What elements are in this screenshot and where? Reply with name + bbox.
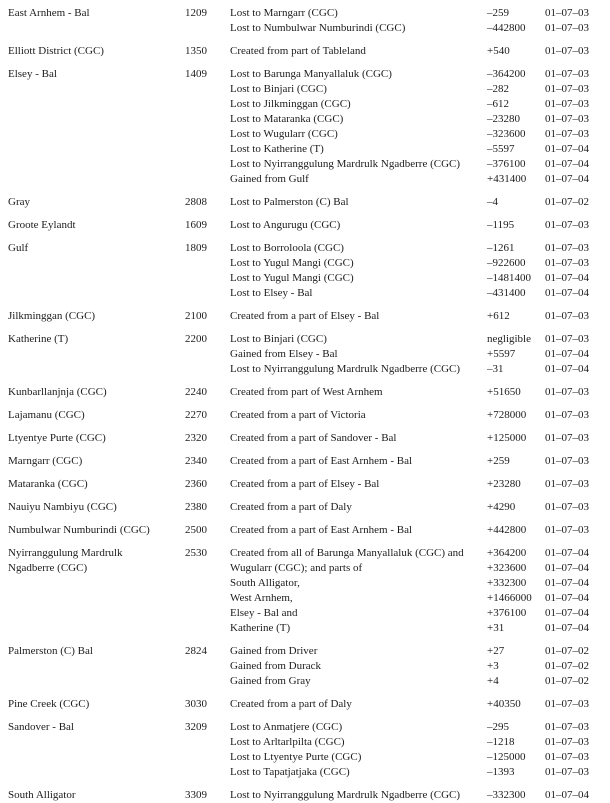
change-description: Katherine (T)	[230, 622, 291, 634]
table-row	[8, 218, 610, 233]
table-row	[8, 6, 610, 36]
change-value: +1466000	[487, 592, 532, 604]
change-date: 01–07–04	[545, 577, 589, 589]
change-date: 01–07–03	[545, 98, 589, 110]
change-value: –282	[487, 83, 509, 95]
change-date: 01–07–04	[545, 287, 589, 299]
entity-code: 2500	[185, 524, 207, 536]
change-value: –259	[487, 7, 509, 19]
change-description: Lost to Tapatjatjaka (CGC)	[230, 766, 350, 778]
change-date: 01–07–03	[545, 219, 589, 231]
entity-name: Elsey - Bal	[8, 68, 57, 80]
change-date: 01–07–03	[545, 766, 589, 778]
change-value: +3	[487, 660, 499, 672]
table-row	[8, 546, 610, 636]
change-date: 01–07–03	[545, 333, 589, 345]
change-line	[230, 21, 610, 36]
change-line	[230, 286, 610, 301]
entity-name: Marngarr (CGC)	[8, 455, 83, 467]
change-date: 01–07–04	[545, 622, 589, 634]
change-description: Lost to Numbulwar Numburindi (CGC)	[230, 22, 406, 34]
table-row	[8, 408, 610, 423]
change-description: Lost to Arltarlpilta (CGC)	[230, 736, 345, 748]
change-value: –323600	[487, 128, 526, 140]
change-description: Lost to Palmerston (C) Bal	[230, 196, 349, 208]
change-line	[230, 765, 610, 780]
change-value: –612	[487, 98, 509, 110]
change-date: 01–07–04	[545, 363, 589, 375]
change-date: 01–07–03	[545, 310, 589, 322]
change-date: 01–07–03	[545, 22, 589, 34]
change-lines	[230, 697, 610, 712]
entity-name: Gray	[8, 196, 30, 208]
change-value: –1481400	[487, 272, 531, 284]
entity-code: 2530	[185, 547, 207, 559]
change-line	[230, 67, 610, 82]
change-value: –1195	[487, 219, 515, 231]
change-description: Created from a part of Victoria	[230, 409, 366, 421]
change-line	[230, 561, 610, 576]
change-description: Lost to Binjari (CGC)	[230, 83, 327, 95]
change-lines	[230, 44, 610, 59]
change-description: Lost to Binjari (CGC)	[230, 333, 327, 345]
table-row	[8, 44, 610, 59]
change-line	[230, 500, 610, 515]
change-value: +125000	[487, 432, 527, 444]
change-lines	[230, 408, 610, 423]
change-date: 01–07–03	[545, 113, 589, 125]
change-date: 01–07–02	[545, 196, 589, 208]
change-date: 01–07–03	[545, 432, 589, 444]
change-value: +540	[487, 45, 510, 57]
entity-name: Mataranka (CGC)	[8, 478, 88, 490]
table-row	[8, 454, 610, 469]
table-row	[8, 431, 610, 446]
change-description: Lost to Wugularr (CGC)	[230, 128, 338, 140]
entity-code: 1350	[185, 45, 207, 57]
change-value: –922600	[487, 257, 526, 269]
change-line	[230, 44, 610, 59]
change-line	[230, 97, 610, 112]
change-description: Created from a part of Sandover - Bal	[230, 432, 397, 444]
change-value: –125000	[487, 751, 526, 763]
change-date: 01–07–03	[545, 736, 589, 748]
entity-code: 2200	[185, 333, 207, 345]
change-value: –5597	[487, 143, 515, 155]
entity-code: 2824	[185, 645, 207, 657]
change-description: Lost to Nyirranggulung Mardrulk Ngadberre (CGC)	[230, 158, 461, 170]
change-line	[230, 385, 610, 400]
change-date: 01–07–04	[545, 158, 589, 170]
entity-name: Nauiyu Nambiyu (CGC)	[8, 501, 117, 513]
change-line	[230, 621, 610, 636]
change-lines	[230, 546, 610, 636]
change-description: Created from a part of Daly	[230, 501, 352, 513]
table-row	[8, 385, 610, 400]
change-value: –1393	[487, 766, 515, 778]
change-value: +259	[487, 455, 510, 467]
change-date: 01–07–03	[545, 83, 589, 95]
change-description: Gained from Durack	[230, 660, 322, 672]
entity-name: South Alligator	[8, 789, 76, 801]
change-date: 01–07–04	[545, 547, 589, 559]
change-lines	[230, 720, 610, 780]
change-description: Created from part of West Arnhem	[230, 386, 383, 398]
entity-code: 2360	[185, 478, 207, 490]
change-value: +332300	[487, 577, 527, 589]
change-description: Lost to Nyirranggulung Mardrulk Ngadberre (CGC)	[230, 363, 461, 375]
change-line	[230, 362, 610, 377]
change-line	[230, 241, 610, 256]
entity-code: 2340	[185, 455, 207, 467]
change-date: 01–07–03	[545, 478, 589, 490]
entity-name: Palmerston (C) Bal	[8, 645, 93, 657]
entity-name: Gulf	[8, 242, 29, 254]
change-value: +31	[487, 622, 505, 634]
change-value: negligible	[487, 333, 531, 345]
change-description: Lost to Jilkminggan (CGC)	[230, 98, 351, 110]
entity-code: 2808	[185, 196, 207, 208]
entity-name: Lajamanu (CGC)	[8, 409, 85, 421]
table-row	[8, 500, 610, 515]
entity-code: 2320	[185, 432, 207, 444]
change-lines	[230, 218, 610, 233]
change-value: +4	[487, 675, 499, 687]
table-row	[8, 523, 610, 538]
change-line	[230, 271, 610, 286]
change-value: –23280	[487, 113, 520, 125]
change-description: Created from a part of Daly	[230, 698, 352, 710]
change-lines	[230, 477, 610, 492]
change-line	[230, 157, 610, 172]
change-line	[230, 112, 610, 127]
entity-name: Pine Creek (CGC)	[8, 698, 90, 710]
change-date: 01–07–03	[545, 45, 589, 57]
change-description: Gained from Gulf	[230, 173, 309, 185]
change-description: Lost to Yugul Mangi (CGC)	[230, 272, 354, 284]
change-line	[230, 347, 610, 362]
change-description: Created from a part of Elsey - Bal	[230, 478, 380, 490]
change-description: Lost to Angurugu (CGC)	[230, 219, 341, 231]
change-date: 01–07–03	[545, 386, 589, 398]
change-lines	[230, 332, 610, 377]
table-row	[8, 644, 610, 689]
change-lines	[230, 67, 610, 187]
entity-code: 2240	[185, 386, 207, 398]
change-line	[230, 195, 610, 210]
change-date: 01–07–04	[545, 173, 589, 185]
change-description: Lost to Katherine (T)	[230, 143, 324, 155]
change-description: Elsey - Bal and	[230, 607, 298, 619]
change-line	[230, 142, 610, 157]
change-lines	[230, 241, 610, 301]
change-value: +364200	[487, 547, 527, 559]
change-value: –332300	[487, 789, 526, 801]
table-row	[8, 309, 610, 324]
table-row	[8, 720, 610, 780]
change-line	[230, 477, 610, 492]
change-date: 01–07–03	[545, 721, 589, 733]
change-date: 01–07–04	[545, 348, 589, 360]
change-description: Created from all of Barunga Manyallaluk (CGC) and	[230, 547, 464, 559]
change-value: +376100	[487, 607, 527, 619]
change-line	[230, 431, 610, 446]
table-row	[8, 332, 610, 377]
change-date: 01–07–03	[545, 257, 589, 269]
entity-code: 2100	[185, 310, 207, 322]
change-value: +4290	[487, 501, 516, 513]
change-date: 01–07–03	[545, 501, 589, 513]
entity-code: 2380	[185, 501, 207, 513]
change-value: +612	[487, 310, 510, 322]
change-value: –431400	[487, 287, 526, 299]
change-line	[230, 576, 610, 591]
change-lines	[230, 454, 610, 469]
change-date: 01–07–04	[545, 562, 589, 574]
entity-name: Jilkminggan (CGC)	[8, 310, 96, 322]
change-date: 01–07–04	[545, 143, 589, 155]
entity-code: 1409	[185, 68, 207, 80]
change-date: 01–07–03	[545, 68, 589, 80]
change-value: –295	[487, 721, 509, 733]
change-value: –376100	[487, 158, 526, 170]
entity-name: Ltyentye Purte (CGC)	[8, 432, 106, 444]
change-value: +23280	[487, 478, 521, 490]
entity-name: Numbulwar Numburindi (CGC)	[8, 524, 150, 536]
change-line	[230, 332, 610, 347]
entity-code: 3209	[185, 721, 207, 733]
entity-name: Groote Eylandt	[8, 219, 76, 231]
change-description: Lost to Ltyentye Purte (CGC)	[230, 751, 362, 763]
change-line	[230, 454, 610, 469]
change-value: –1218	[487, 736, 515, 748]
entity-code: 1209	[185, 7, 207, 19]
change-value: –1261	[487, 242, 515, 254]
entity-code: 1809	[185, 242, 207, 254]
change-description: Lost to Anmatjere (CGC)	[230, 721, 343, 733]
change-value: +5597	[487, 348, 516, 360]
change-value: +431400	[487, 173, 527, 185]
change-description: Created from a part of Elsey - Bal	[230, 310, 380, 322]
change-lines	[230, 644, 610, 689]
change-description: Created from a part of East Arnhem - Bal	[230, 455, 413, 467]
change-description: Wugularr (CGC); and parts of	[230, 562, 363, 574]
change-description: Gained from Driver	[230, 645, 318, 657]
change-line	[230, 674, 610, 689]
change-line	[230, 256, 610, 271]
table-row	[8, 477, 610, 492]
change-lines	[230, 309, 610, 324]
change-date: 01–07–03	[545, 751, 589, 763]
change-value: +51650	[487, 386, 521, 398]
change-date: 01–07–03	[545, 7, 589, 19]
change-description: South Alligator,	[230, 577, 300, 589]
change-value: +323600	[487, 562, 527, 574]
table-row	[8, 697, 610, 712]
change-line	[230, 408, 610, 423]
change-description: Lost to Mataranka (CGC)	[230, 113, 344, 125]
change-description: Lost to Barunga Manyallaluk (CGC)	[230, 68, 392, 80]
table-row	[8, 67, 610, 187]
change-date: 01–07–02	[545, 660, 589, 672]
change-line	[230, 172, 610, 187]
change-line	[230, 82, 610, 97]
change-date: 01–07–03	[545, 524, 589, 536]
entity-name: Kunbarllanjnja (CGC)	[8, 386, 107, 398]
change-date: 01–07–04	[545, 607, 589, 619]
entity-name: Nyirranggulung Mardrulk Ngadberre (CGC)	[8, 547, 123, 574]
table-row	[8, 241, 610, 301]
change-date: 01–07–04	[545, 272, 589, 284]
entity-code: 1609	[185, 219, 207, 231]
change-description: Created from a part of East Arnhem - Bal	[230, 524, 413, 536]
change-description: Lost to Borroloola (CGC)	[230, 242, 344, 254]
change-line	[230, 218, 610, 233]
change-date: 01–07–02	[545, 645, 589, 657]
change-line	[230, 591, 610, 606]
change-line	[230, 523, 610, 538]
change-line	[230, 750, 610, 765]
change-value: +442800	[487, 524, 527, 536]
change-lines	[230, 500, 610, 515]
change-lines	[230, 6, 610, 36]
change-description: Lost to Nyirranggulung Mardrulk Ngadberre (CGC)	[230, 789, 461, 801]
change-date: 01–07–03	[545, 698, 589, 710]
change-value: +27	[487, 645, 505, 657]
entity-name: Katherine (T)	[8, 333, 69, 345]
change-line	[230, 720, 610, 735]
change-line	[230, 309, 610, 324]
change-description: Gained from Elsey - Bal	[230, 348, 338, 360]
change-line	[230, 644, 610, 659]
change-line	[230, 6, 610, 21]
entity-name: Sandover - Bal	[8, 721, 74, 733]
change-lines	[230, 523, 610, 538]
change-description: Gained from Gray	[230, 675, 311, 687]
change-line	[230, 735, 610, 750]
change-value: –442800	[487, 22, 526, 34]
change-line	[230, 697, 610, 712]
change-date: 01–07–02	[545, 675, 589, 687]
change-line	[230, 546, 610, 561]
change-description: Lost to Elsey - Bal	[230, 287, 313, 299]
change-description: West Arnhem,	[230, 592, 293, 604]
change-value: –4	[487, 196, 498, 208]
entity-name: Elliott District (CGC)	[8, 45, 104, 57]
change-value: +40350	[487, 698, 521, 710]
change-description: Created from part of Tableland	[230, 45, 366, 57]
change-value: –364200	[487, 68, 526, 80]
change-date: 01–07–03	[545, 409, 589, 421]
change-date: 01–07–03	[545, 128, 589, 140]
change-date: 01–07–04	[545, 592, 589, 604]
entity-code: 2270	[185, 409, 207, 421]
change-description: Lost to Marngarr (CGC)	[230, 7, 338, 19]
entity-code: 3309	[185, 789, 207, 801]
change-lines	[230, 431, 610, 446]
entity-code: 3030	[185, 698, 207, 710]
change-lines	[230, 195, 610, 210]
table-row	[8, 195, 610, 210]
change-value: +728000	[487, 409, 527, 421]
change-date: 01–07–04	[545, 789, 589, 801]
change-line	[230, 127, 610, 142]
change-date: 01–07–03	[545, 455, 589, 467]
change-value: –31	[487, 363, 504, 375]
change-date: 01–07–03	[545, 242, 589, 254]
change-line	[230, 659, 610, 674]
entity-name: East Arnhem - Bal	[8, 7, 90, 19]
change-description: Lost to Yugul Mangi (CGC)	[230, 257, 354, 269]
change-lines	[230, 385, 610, 400]
change-line	[230, 606, 610, 621]
